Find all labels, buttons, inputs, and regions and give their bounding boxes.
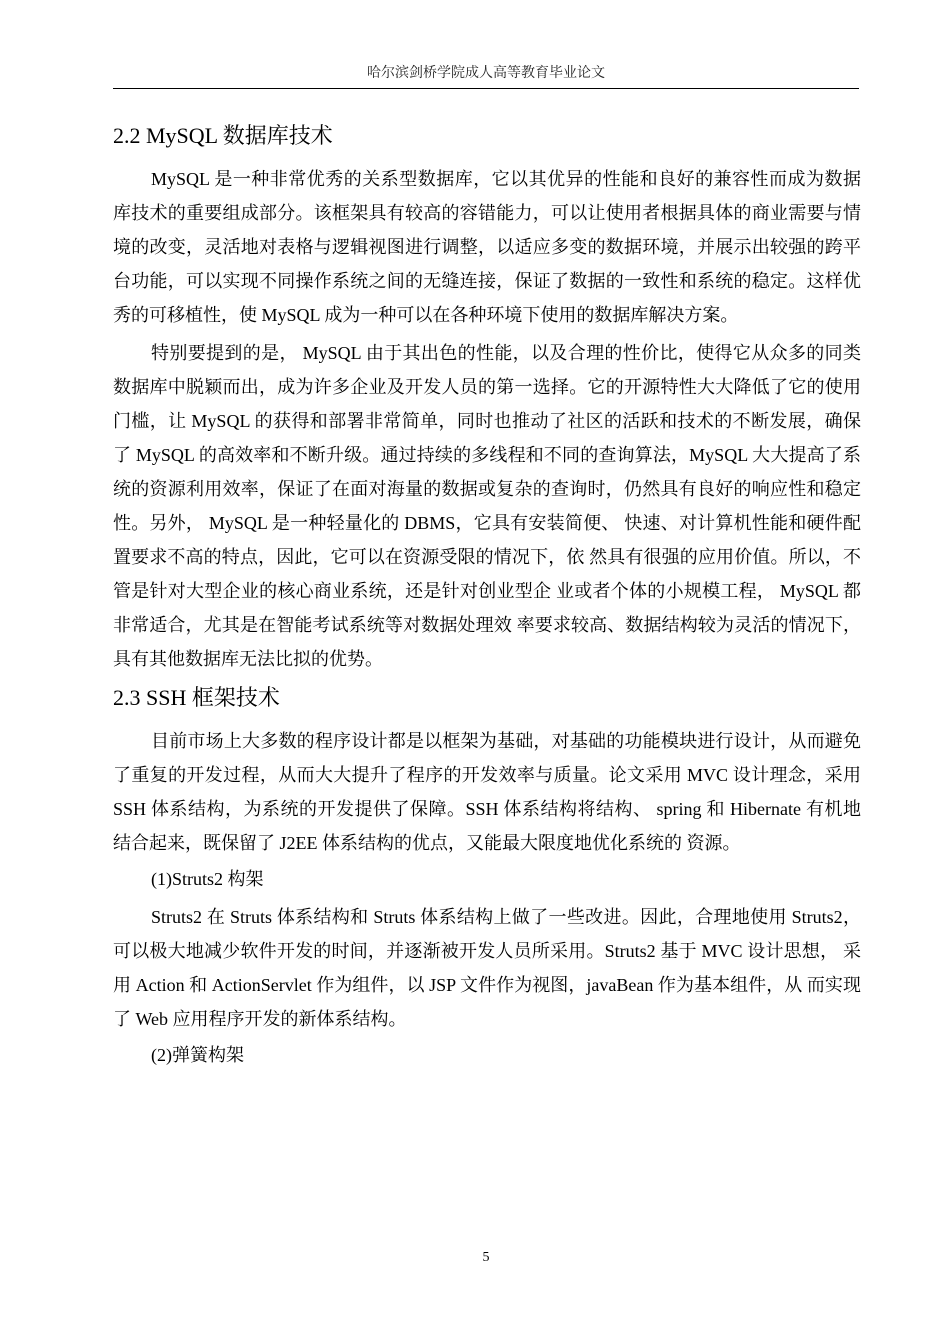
- page-number: 5: [482, 1250, 490, 1265]
- ssh-intro-paragraph: 目前市场上大多数的程序设计都是以框架为基础，对基础的功能模块进行设计，从而避免了重复的开发过程，从而大大提升了程序的开发效率与质量。论文采用 MVC 设计理念，采用 SSH 体系结构，为系统的开发提供了保障。SSH 体系结构将结构、 spring 和 Hibernate 有机地结合起来，既保留了 J2EE 体系结构的优点，又能最大限度地优化系统的 资源。: [113, 731, 861, 853]
- mysql-paragraph-1: MySQL 是一种非常优秀的关系型数据库，它以其优异的性能和良好的兼容性而成为数据库技术的重要组成部分。该框架具有较高的容错能力，可以让使用者根据具体的商业需要与情境的改变，灵活地对表格与逻辑视图进行调整，以适应多变的数据环境，并展示出较强的跨平台功能，可以实现不同操作系统之间的无缝连接，保证了数据的一致性和系统的稳定。这样优秀的可移植性，使 MySQL 成为一种可以在各种环境下使用的数据库解决方案。: [113, 169, 861, 325]
- page-body: [113, 116, 861, 1072]
- section-heading-mysql: 2.2 MySQL 数据库技术: [113, 123, 333, 148]
- struts2-paragraph: Struts2 在 Struts 体系结构和 Struts 体系结构上做了一些改进。因此，合理地使用 Struts2， 可以极大地减少软件开发的时间，并逐渐被开发人员所采用。Struts2 基于 MVC 设计思想， 采用 Action 和 ActionServlet 作为组件，以 JSP 文件作为视图，javaBean 作为基本组件，从 而实现了 Web 应用程序开发的新体系结构。: [113, 907, 861, 1029]
- struts2-subheading: (1)Struts2 构架: [151, 869, 264, 889]
- header-rule: [113, 88, 859, 89]
- spring-subheading: (2)弹簧构架: [151, 1045, 244, 1065]
- mysql-paragraph-2: 特别要提到的是， MySQL 由于其出色的性能，以及合理的性价比，使得它从众多的同类数据库中脱颖而出，成为许多企业及开发人员的第一选择。它的开源特性大大降低了它的使用门槛，让 MySQL 的获得和部署非常简单，同时也推动了社区的活跃和技术的不断发展，确保了 MySQL 的高效率和不断升级。通过持续的多线程和不同的查询算法，MySQL 大大提高了系统的资源利用效率，保证了在面对海量的数据或复杂的查询时，仍然具有良好的响应性和稳定性。另外， MySQL 是一种轻量化的 DBMS，它具有安装简便、 快速、对计算机性能和硬件配置要求不高的特点，因此，它可以在资源受限的情况下，依 然具有很强的应用价值。所以，不管是针对大型企业的核心商业系统，还是针对创业型企 业或者个体的小规模工程， MySQL 都非常适合，尤其是在智能考试系统等对数据处理效 率要求较高、数据结构较为灵活的情况下，具有其他数据库无法比拟的优势。: [113, 343, 861, 669]
- running-header: 哈尔滨剑桥学院成人高等教育毕业论文: [367, 66, 605, 81]
- section-heading-ssh: 2.3 SSH 框架技术: [113, 685, 280, 710]
